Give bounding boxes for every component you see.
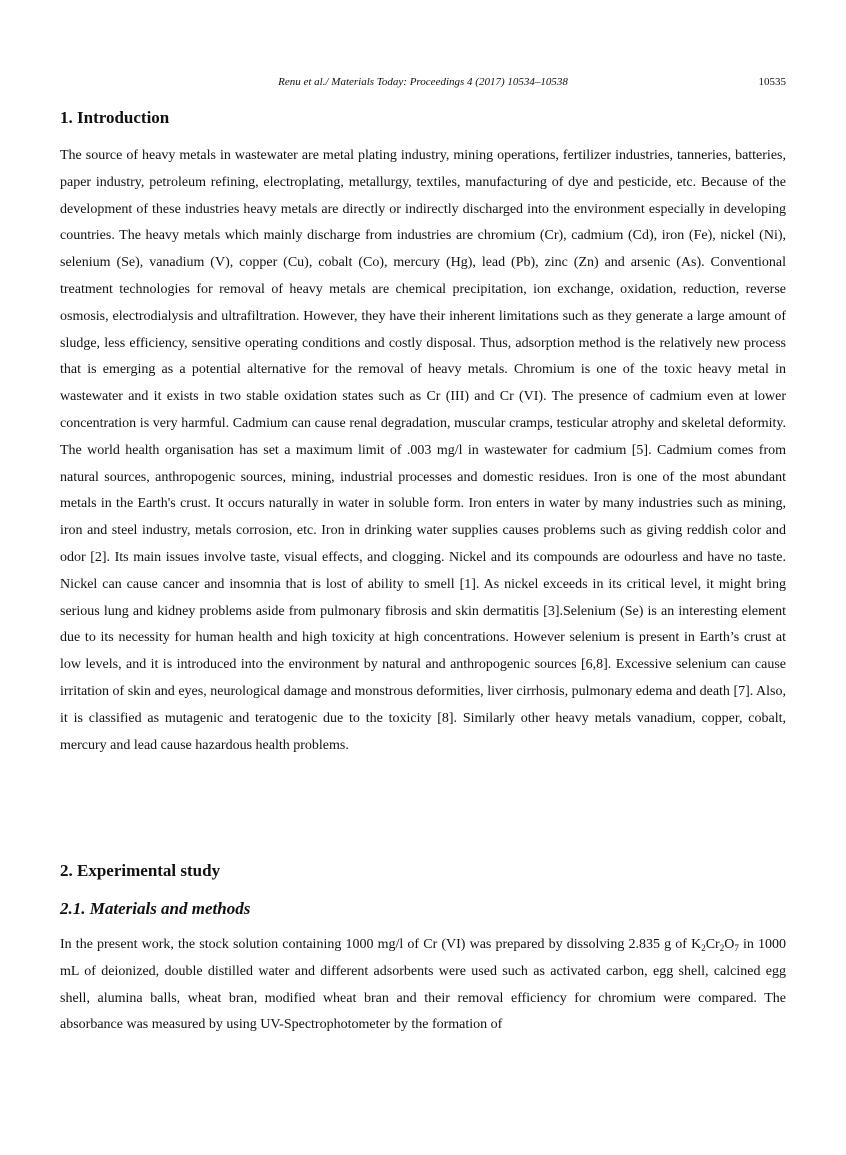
formula-cr-sub: 2 bbox=[719, 943, 725, 953]
section-heading-introduction: 1. Introduction bbox=[60, 108, 170, 127]
formula-k-sub: 2 bbox=[701, 943, 706, 953]
formula-o-sub: 7 bbox=[734, 943, 739, 953]
running-title: Renu et al./ Materials Today: Proceedings 4 (2017) 10534–10538 bbox=[278, 76, 568, 88]
text-after-formula: in 1000 mL of deionized, double distilled water and different adsorbents were used such as activated carbon, egg shell, calcined egg shell, alumina balls, wheat bran, modified wheat bran and their removal efficiency for chromium were compared. The absorbance was measured by using UV-Spectrophotometer by the formation of bbox=[60, 937, 787, 1033]
page-number: 10535 bbox=[758, 76, 786, 88]
formula-o: O bbox=[724, 937, 735, 952]
chemical-formula bbox=[691, 937, 739, 952]
formula-cr: Cr bbox=[705, 937, 720, 952]
introduction-paragraph: The source of heavy metals in wastewater are metal plating industry, mining operations, fertilizer industries, tanneries, batteries, paper industry, petroleum refining, electroplating, metallurgy, textiles, manufacturing of dye and pesticide, etc. Because of the development of these industries heavy metals are directly or indirectly discharged into the environment especially in developing countries. The heavy metals which mainly discharge from industries are chromium (Cr), cadmium (Cd), iron (Fe), nickel (Ni), selenium (Se), vanadium (V), copper (Cu), cobalt (Co), mercury (Hg), lead (Pb), zinc (Zn) and arsenic (As). Conventional treatment technologies for removal of heavy metals are chemical precipitation, ion exchange, oxidation, reduction, reverse osmosis, electrodialysis and ultrafiltration. However, they have their inherent limitations such as they generate a large amount of sludge, less efficiency, sensitive operating conditions and costly disposal. Thus, adsorption method is the relatively new process that is emerging as a potential alternative for the removal of heavy metals. Chromium is one of the toxic heavy metal in wastewater and it exists in two stable oxidation states such as Cr (III) and Cr (VI). The presence of cadmium even at lower concentration is very harmful. Cadmium can cause renal degradation, muscular cramps, testicular atrophy and skeletal deformity. The world health organisation has set a maximum limit of .003 mg/l in wastewater for cadmium [5]. Cadmium comes from natural sources, anthropogenic sources, mining, industrial processes and domestic residues. Iron is one of the most abundant metals in the Earth's crust. It occurs naturally in water in soluble form. Iron enters in water by many industries such as mining, iron and steel industry, metals corrosion, etc. Iron in drinking water supplies causes problems such as giving reddish color and odor [2]. Its main issues involve taste, visual effects, and clogging. Nickel and its compounds are odourless and have no taste. Nickel can cause cancer and insomnia that is lost of ability to smell [1]. As nickel exceeds in its critical level, it might bring serious lung and kidney problems aside from pulmonary fibrosis and skin dermatitis [3].Selenium (Se) is an interesting element due to its necessity for human health and high toxicity at high concentrations. However selenium is present in Earth’s crust at low levels, and it is introduced into the environment by natural and anthropogenic sources [6,8]. Excessive selenium can cause irritation of skin and eyes, neurological damage and monstrous deformities, liver cirrhosis, pulmonary edema and death [7]. Also, it is classified as mutagenic and teratogenic due to the toxicity [8]. Similarly other heavy metals vanadium, copper, cobalt, mercury and lead cause hazardous health problems. bbox=[60, 148, 786, 753]
subsection-heading-materials-methods: 2.1. Materials and methods bbox=[60, 899, 251, 918]
running-header bbox=[60, 76, 786, 92]
materials-methods-paragraph bbox=[60, 932, 786, 1039]
text-before-formula: In the present work, the stock solution containing 1000 mg/l of Cr (VI) was prepared by dissolving 2.835 g of bbox=[60, 937, 687, 952]
section-heading-experimental-study: 2. Experimental study bbox=[60, 861, 221, 880]
formula-k: K bbox=[691, 937, 702, 952]
